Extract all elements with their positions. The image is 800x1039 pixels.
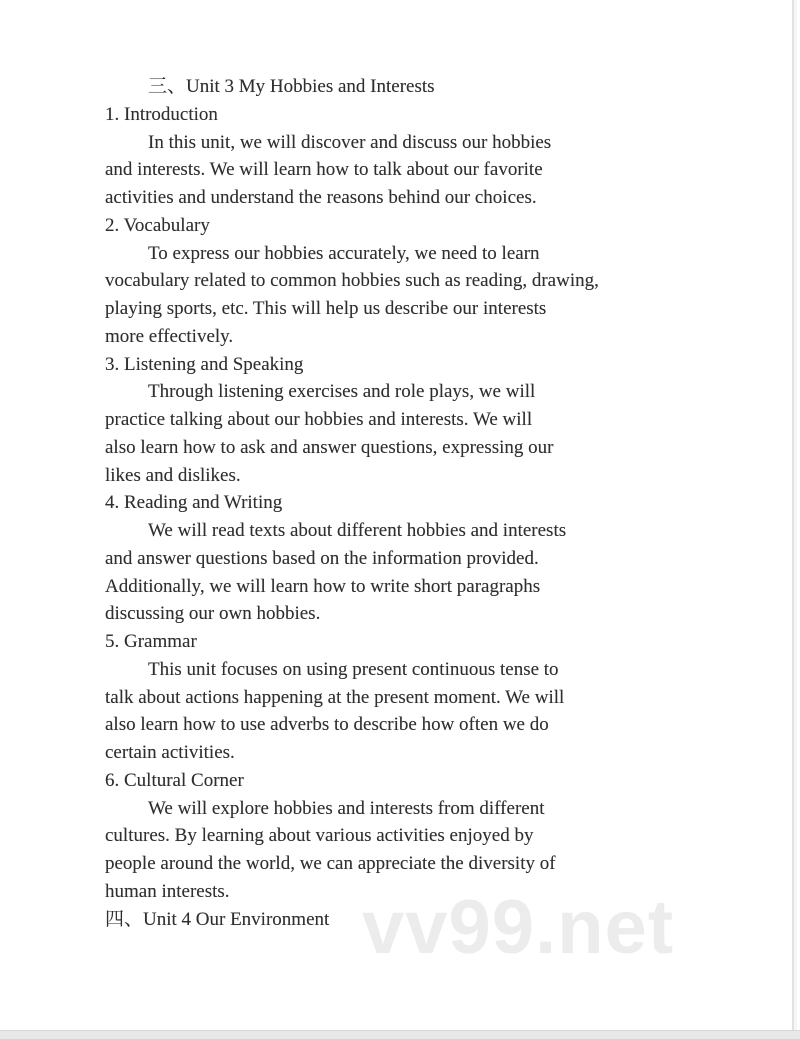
body-line: more effectively. [105, 325, 234, 347]
document-text [105, 73, 665, 933]
body-line: also learn how to use adverbs to describe how often we do [105, 714, 549, 736]
body-line: certain activities. [105, 742, 235, 763]
body-line: talk about actions happening at the present moment. We will [105, 686, 565, 708]
body-line: and interests. We will learn how to talk about our favorite [105, 159, 543, 181]
body-line: discussing our own hobbies. [105, 603, 321, 625]
body-line: activities and understand the reasons behind our choices. [105, 187, 537, 208]
page-bottom-edge [0, 1030, 800, 1039]
body-line: Through listening exercises and role plays, we will [148, 381, 536, 403]
section-title-listening-speaking: 3. Listening and Speaking [105, 353, 304, 375]
body-line: also learn how to ask and answer questions, expressing our [105, 436, 554, 458]
body-line: playing sports, etc. This will help us describe our interests [105, 298, 547, 319]
body-line: and answer questions based on the information provided. [105, 547, 539, 569]
body-line: Additionally, we will learn how to write short paragraphs [105, 575, 541, 597]
body-line: vocabulary related to common hobbies such as reading, drawing, [105, 270, 599, 292]
page-right-edge [792, 0, 797, 1031]
body-line: This unit focuses on using present continuous tense to [148, 658, 559, 680]
unit4-heading: 四、Unit 4 Our Environment [105, 908, 330, 930]
section-title-introduction: 1. Introduction [105, 103, 218, 125]
body-line: We will read texts about different hobbies and interests [148, 520, 567, 541]
body-line: human interests. [105, 880, 230, 902]
body-line: likes and dislikes. [105, 464, 241, 486]
body-line: practice talking about our hobbies and interests. We will [105, 409, 533, 430]
section-title-reading-writing: 4. Reading and Writing [105, 492, 283, 514]
section-title-cultural-corner: 6. Cultural Corner [105, 769, 244, 791]
body-line: cultures. By learning about various activities enjoyed by [105, 825, 534, 847]
body-line: people around the world, we can appreciate the diversity of [105, 853, 556, 874]
watermark: vv99.net [362, 885, 675, 970]
unit3-heading: 三、Unit 3 My Hobbies and Interests [148, 76, 435, 97]
section-title-grammar: 5. Grammar [105, 631, 197, 652]
body-line: We will explore hobbies and interests from different [148, 797, 545, 819]
body-line: In this unit, we will discover and discuss our hobbies [148, 131, 552, 153]
section-title-vocabulary: 2. Vocabulary [105, 214, 210, 236]
body-line: To express our hobbies accurately, we need to learn [148, 242, 540, 264]
